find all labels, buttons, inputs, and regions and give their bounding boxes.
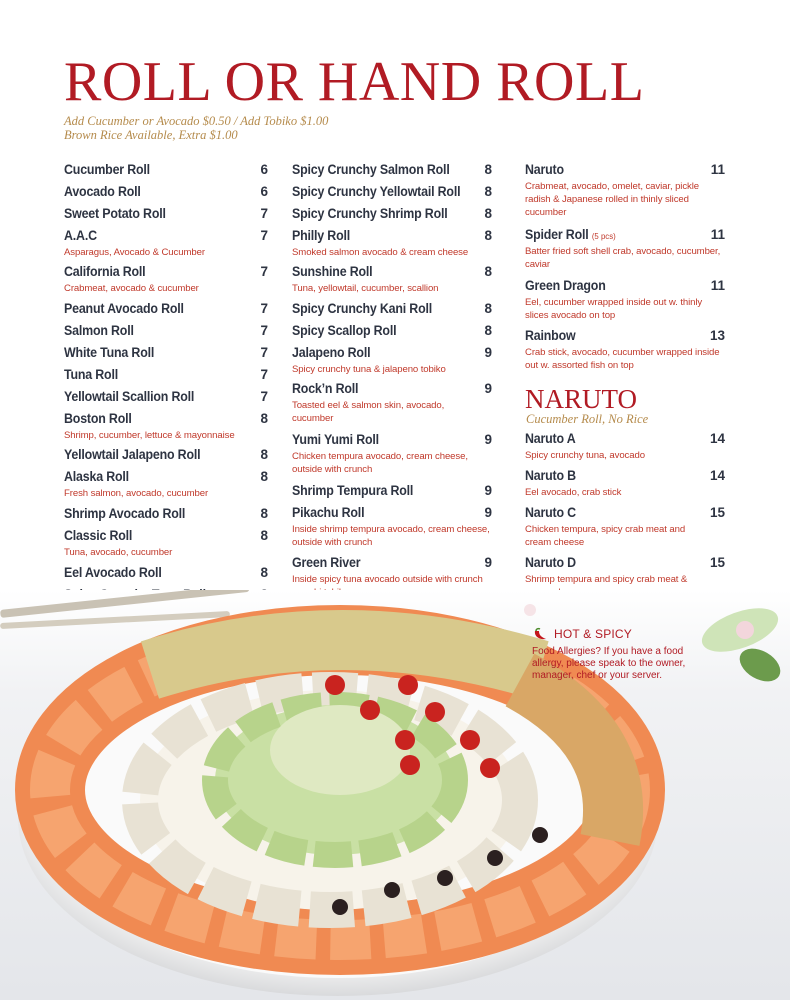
item-name: Rainbow bbox=[525, 328, 576, 343]
item-price: 8 bbox=[260, 469, 268, 484]
menu-item bbox=[64, 367, 268, 385]
item-price: 9 bbox=[484, 381, 492, 396]
item-name: Avocado Roll bbox=[64, 184, 141, 199]
item-description: Asparagus, Avocado & Cucumber bbox=[64, 247, 205, 258]
item-name: Spicy Crunchy Salmon Roll bbox=[292, 162, 450, 177]
menu-item bbox=[64, 301, 268, 319]
item-name: Green Dragon bbox=[525, 278, 606, 293]
item-price: 13 bbox=[709, 328, 725, 343]
item-description: Spicy crunchy tuna & jalapeno tobiko bbox=[292, 364, 446, 375]
item-name: A.A.C bbox=[64, 228, 97, 243]
menu-item bbox=[64, 206, 268, 224]
item-description: Smoked salmon avocado & cream cheese bbox=[292, 247, 469, 258]
menu-item bbox=[292, 483, 492, 501]
item-name: Philly Roll bbox=[292, 228, 351, 243]
item-price: 8 bbox=[260, 411, 268, 426]
item-description: Inside spicy tuna avocado outside with crunch bbox=[292, 574, 483, 585]
hot-spicy-legend bbox=[532, 626, 732, 682]
menu-item bbox=[525, 278, 725, 322]
item-description: Eel avocado, crab stick bbox=[525, 487, 622, 498]
item-name: Naruto C bbox=[525, 505, 576, 520]
item-description: Crabmeat, avocado, omelet, caviar, pickle radish & Japanese rolled in thinly sliced cucumber bbox=[525, 181, 700, 218]
item-description: Tuna, yellowtail, cucumber, scallion bbox=[292, 283, 439, 294]
menu-item bbox=[292, 432, 492, 476]
menu-item bbox=[292, 345, 492, 376]
menu-item bbox=[64, 528, 268, 559]
item-price: 8 bbox=[260, 447, 268, 462]
menu-item bbox=[64, 264, 268, 295]
menu-item bbox=[64, 469, 268, 500]
menu-item bbox=[292, 505, 492, 549]
item-description: Inside shrimp tempura avocado, cream cheese, outside with crunch bbox=[292, 524, 490, 548]
item-price: 6 bbox=[260, 162, 268, 177]
menu-item bbox=[525, 505, 725, 549]
item-price: 9 bbox=[484, 483, 492, 498]
menu-item bbox=[525, 227, 725, 271]
menu-item bbox=[64, 565, 268, 583]
item-description: Chicken tempura avocado, cream cheese, outside with crunch bbox=[292, 451, 468, 475]
item-price: 8 bbox=[484, 162, 492, 177]
menu-item bbox=[292, 323, 492, 341]
item-name: Rock’n Roll bbox=[292, 381, 359, 396]
menu-item bbox=[64, 162, 268, 180]
menu-item bbox=[64, 345, 268, 363]
item-name-text: Spider Roll bbox=[525, 227, 589, 242]
item-description: Crabmeat, avocado & cucumber bbox=[64, 283, 199, 294]
item-name: Naruto D bbox=[525, 555, 576, 570]
item-price: 14 bbox=[709, 431, 725, 446]
item-price: 11 bbox=[710, 162, 725, 177]
item-name: Alaska Roll bbox=[64, 469, 129, 484]
item-price: 7 bbox=[260, 323, 268, 338]
item-description: Toasted eel & salmon skin, avocado, cucumber bbox=[292, 400, 445, 424]
chili-pepper-icon bbox=[532, 627, 548, 641]
item-price: 7 bbox=[260, 206, 268, 221]
item-description: Eel, cucumber wrapped inside out w. thinly slices avocado on top bbox=[525, 297, 703, 321]
item-price: 7 bbox=[260, 345, 268, 360]
item-price: 6 bbox=[260, 184, 268, 199]
item-name: Salmon Roll bbox=[64, 323, 134, 338]
menu-item bbox=[64, 389, 268, 407]
item-description: Crab stick, avocado, cucumber wrapped inside out w. assorted fish on top bbox=[525, 347, 720, 371]
page-title: ROLL OR HAND ROLL bbox=[64, 51, 645, 113]
hot-spicy-label: HOT & SPICY bbox=[554, 627, 632, 641]
item-name: Cucumber Roll bbox=[64, 162, 150, 177]
menu-item bbox=[525, 431, 725, 462]
item-price: 7 bbox=[260, 389, 268, 404]
item-name bbox=[525, 227, 616, 242]
item-description: Batter fried soft shell crab, avocado, cucumber, caviar bbox=[525, 246, 721, 270]
item-price: 8 bbox=[484, 264, 492, 279]
item-name: Naruto A bbox=[525, 431, 576, 446]
menu-item bbox=[292, 381, 492, 425]
brown-rice-note: Brown Rice Available, Extra $1.00 bbox=[64, 128, 238, 142]
item-name: Pikachu Roll bbox=[292, 505, 365, 520]
menu-item bbox=[525, 468, 725, 499]
item-price: 8 bbox=[484, 323, 492, 338]
item-name: Boston Roll bbox=[64, 411, 132, 426]
item-price: 7 bbox=[260, 228, 268, 243]
item-description: Spicy crunchy tuna, avocado bbox=[525, 450, 645, 461]
item-price: 7 bbox=[260, 264, 268, 279]
item-price: 8 bbox=[484, 301, 492, 316]
item-name: White Tuna Roll bbox=[64, 345, 155, 360]
item-description: Chicken tempura, spicy crab meat and cream cheese bbox=[525, 524, 686, 548]
addon-note: Add Cucumber or Avocado $0.50 / Add Tobiko $1.00 bbox=[64, 114, 329, 128]
item-name: Yellowtail Scallion Roll bbox=[64, 389, 195, 404]
item-price: 8 bbox=[484, 184, 492, 199]
item-price: 9 bbox=[484, 505, 492, 520]
item-name: Spicy Crunchy Shrimp Roll bbox=[292, 206, 448, 221]
item-price: 8 bbox=[484, 206, 492, 221]
item-price: 11 bbox=[710, 227, 725, 242]
menu-item bbox=[292, 162, 492, 180]
item-price: 8 bbox=[260, 506, 268, 521]
menu-item bbox=[64, 447, 268, 465]
menu-item bbox=[64, 411, 268, 442]
item-note: (5 pcs) bbox=[591, 231, 616, 241]
item-name: Green River bbox=[292, 555, 361, 570]
item-name: Naruto B bbox=[525, 468, 576, 483]
item-price: 8 bbox=[260, 565, 268, 580]
menu-item bbox=[292, 301, 492, 319]
item-price: 9 bbox=[484, 432, 492, 447]
menu-item bbox=[525, 328, 725, 372]
item-description: Shrimp, cucumber, lettuce & mayonnaise bbox=[64, 430, 235, 441]
menu-item bbox=[64, 323, 268, 341]
item-name: Spicy Crunchy Yellowtail Roll bbox=[292, 184, 461, 199]
menu-item bbox=[64, 228, 268, 259]
item-name: Naruto bbox=[525, 162, 564, 177]
menu-item bbox=[292, 184, 492, 202]
item-price: 15 bbox=[709, 505, 725, 520]
item-price: 14 bbox=[709, 468, 725, 483]
item-price: 15 bbox=[709, 555, 725, 570]
item-description: Tuna, avocado, cucumber bbox=[64, 547, 173, 558]
item-name: Sweet Potato Roll bbox=[64, 206, 166, 221]
allergy-notice: Food Allergies? If you have a food allergy, please speak to the owner, manager, chef or your server. bbox=[532, 646, 686, 681]
item-name: Peanut Avocado Roll bbox=[64, 301, 184, 316]
item-name: Eel Avocado Roll bbox=[64, 565, 162, 580]
item-name: Classic Roll bbox=[64, 528, 133, 543]
item-name: Shrimp Avocado Roll bbox=[64, 506, 186, 521]
menu-item bbox=[292, 264, 492, 295]
item-price: 7 bbox=[260, 367, 268, 382]
item-name: Spicy Scallop Roll bbox=[292, 323, 397, 338]
menu-item bbox=[525, 162, 725, 219]
item-name: Spicy Crunchy Kani Roll bbox=[292, 301, 433, 316]
item-price: 8 bbox=[260, 528, 268, 543]
menu-item bbox=[292, 206, 492, 224]
item-price: 7 bbox=[260, 301, 268, 316]
item-name: Yellowtail Jalapeno Roll bbox=[64, 447, 201, 462]
item-price: 9 bbox=[484, 345, 492, 360]
item-description: Fresh salmon, avocado, cucumber bbox=[64, 488, 209, 499]
item-price: 8 bbox=[484, 228, 492, 243]
item-name: Sunshine Roll bbox=[292, 264, 373, 279]
naruto-section-title: NARUTO bbox=[525, 384, 638, 414]
inner-rolls bbox=[140, 690, 520, 910]
item-price: 9 bbox=[484, 555, 492, 570]
hot-spicy-row bbox=[532, 626, 732, 642]
item-price: 11 bbox=[710, 278, 725, 293]
item-name: Tuna Roll bbox=[64, 367, 119, 382]
item-description: Shrimp tempura and spicy crab meat & bbox=[525, 574, 688, 585]
item-name: Shrimp Tempura Roll bbox=[292, 483, 414, 498]
naruto-section-subtitle: Cucumber Roll, No Rice bbox=[526, 412, 649, 426]
item-name: Yumi Yumi Roll bbox=[292, 432, 379, 447]
item-name: Jalapeno Roll bbox=[292, 345, 371, 360]
item-name: California Roll bbox=[64, 264, 146, 279]
menu-item bbox=[292, 228, 492, 259]
menu-item bbox=[64, 184, 268, 202]
menu-item bbox=[64, 506, 268, 524]
